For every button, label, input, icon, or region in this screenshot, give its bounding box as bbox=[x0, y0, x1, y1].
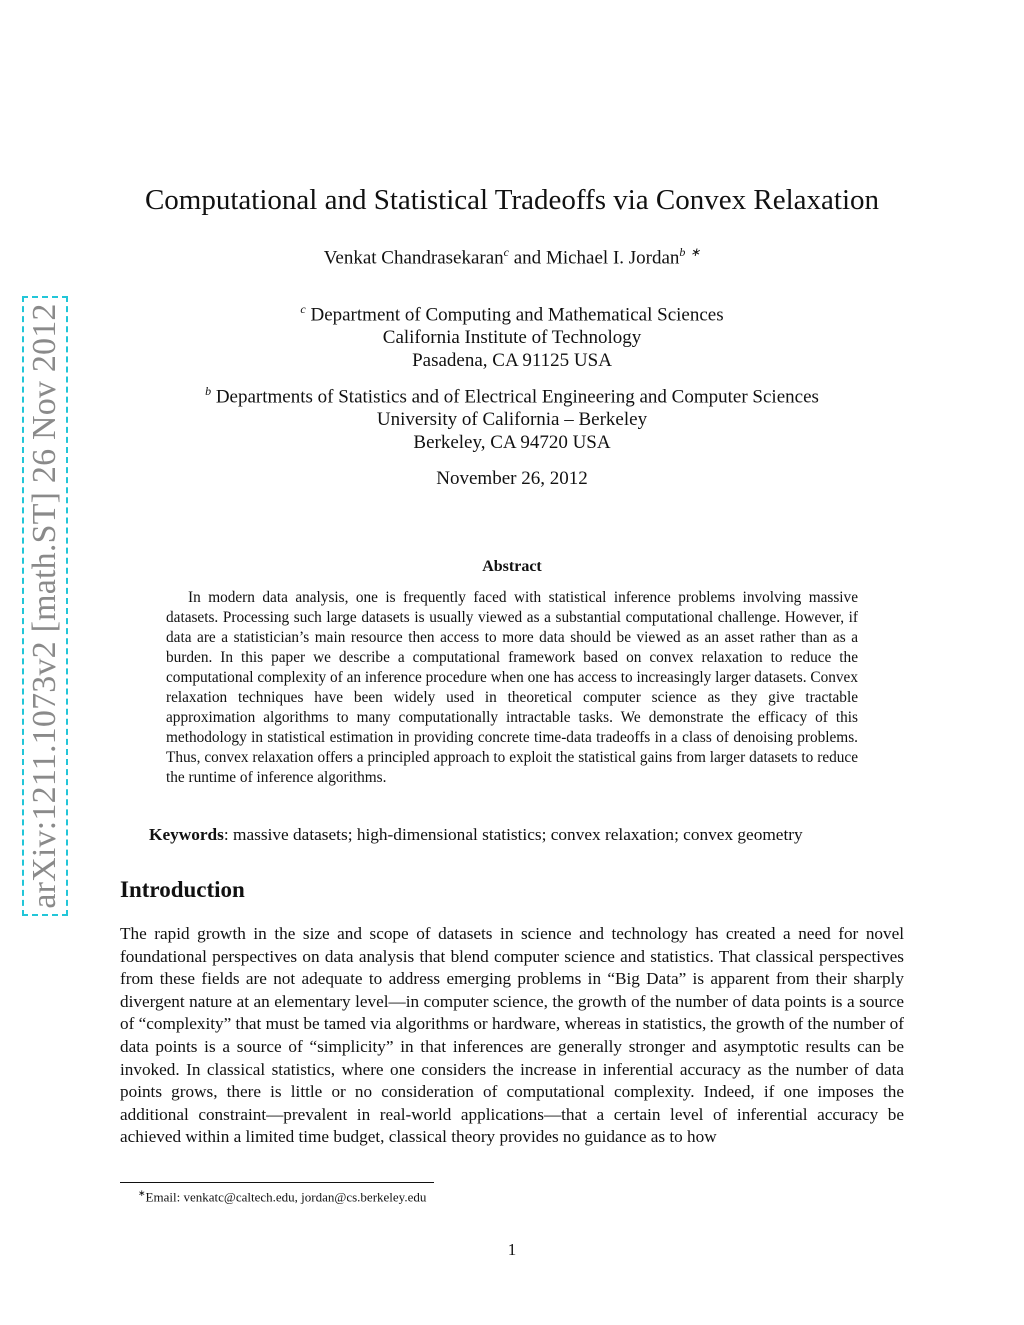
abstract-body: In modern data analysis, one is frequently faced with statistical inference problems involving massive datasets. Processing such large datasets is usually viewed as a substantial computational challenge. However, if data are a statistician’s main resource then access to more data should be viewed as an asset rather than as a burden. In this paper we describe a computational framework based on convex relaxation to reduce the computational complexity of an inference procedure when one has access to increasingly larger datasets. Convex relaxation techniques have been widely used in theoretical computer science as they give tractable approximation algorithms to many computationally intractable tasks. We demonstrate the efficacy of this methodology in statistical estimation in providing concrete time-data tradeoffs in a class of denoising problems. Thus, convex relaxation offers a principled approach to exploit the statistical gains from larger datasets to reduce the runtime of inference algorithms. bbox=[166, 589, 858, 786]
footnote-mark: ∗ bbox=[138, 1188, 146, 1198]
affiliation-institution: University of California – Berkeley bbox=[376, 409, 648, 431]
affiliation-mark: b bbox=[679, 245, 686, 259]
abstract-heading: Abstract bbox=[482, 558, 542, 575]
footnote bbox=[138, 1188, 426, 1205]
footnote-text: Email: venkatc@caltech.edu, jordan@cs.berkeley.edu bbox=[145, 1189, 427, 1205]
arxiv-stamp-text: arXiv:1211.1073v2 [math.ST] 26 Nov 2012 bbox=[26, 303, 63, 909]
affiliation-department: Department of Computing and Mathematical Sciences bbox=[305, 304, 724, 326]
introduction-body: The rapid growth in the size and scope of datasets in science and technology has created a need for novel foundational perspectives on data analysis that blend computer science and statistics. That classical perspectives from these fields are not adequate to address emerging problems in “Big Data” is apparent from their sharply divergent nature at an elementary level—in computer science, the growth of the number of data points is a source of “complexity” that must be tamed via algorithms or hardware, whereas in statistics, the growth of the number of data points is a source of “simplicity” in that inferences are generally stronger and asymptotic results can be invoked. In classical statistics, where one considers the increase in inferential accuracy as the number of data points grows, there is little or no consideration of computational complexity. Indeed, if one imposes the additional constraint—prevalent in real-world applications—that a certain level of inferential accuracy be achieved within a limited time budget, classical theory provides no guidance as to how bbox=[120, 924, 904, 1147]
affiliation-institution: California Institute of Technology bbox=[382, 327, 642, 349]
affiliation-mark: c bbox=[503, 245, 509, 259]
author-conjunction: and bbox=[509, 247, 546, 269]
affiliation-address: Pasadena, CA 91125 USA bbox=[412, 350, 612, 372]
footnote-mark: ∗ bbox=[690, 245, 701, 259]
keywords-text: : massive datasets; high-dimensional statistics; convex relaxation; convex geometry bbox=[223, 825, 803, 844]
affiliation-mark: c bbox=[300, 302, 306, 316]
affiliation-berkeley bbox=[0, 380, 1024, 454]
affiliation-mark: b bbox=[205, 384, 212, 398]
page-number: 1 bbox=[507, 1240, 517, 1259]
author-name: Michael I. Jordan bbox=[545, 247, 680, 269]
footnote-rule bbox=[120, 1182, 434, 1183]
affiliation-caltech bbox=[0, 298, 1024, 372]
paper-title: Computational and Statistical Tradeoffs via Convex Relaxation bbox=[144, 184, 880, 216]
author-name: Venkat Chandrasekaran bbox=[323, 247, 504, 269]
affiliation-department: Departments of Statistics and of Electrical Engineering and Computer Sciences bbox=[211, 386, 819, 408]
keywords-line bbox=[149, 825, 909, 845]
author-line bbox=[0, 245, 1024, 269]
paper-date: November 26, 2012 bbox=[436, 468, 588, 489]
keywords-label: Keywords bbox=[149, 825, 224, 844]
section-heading-introduction: Introduction bbox=[120, 877, 245, 902]
affiliation-address: Berkeley, CA 94720 USA bbox=[413, 432, 611, 454]
